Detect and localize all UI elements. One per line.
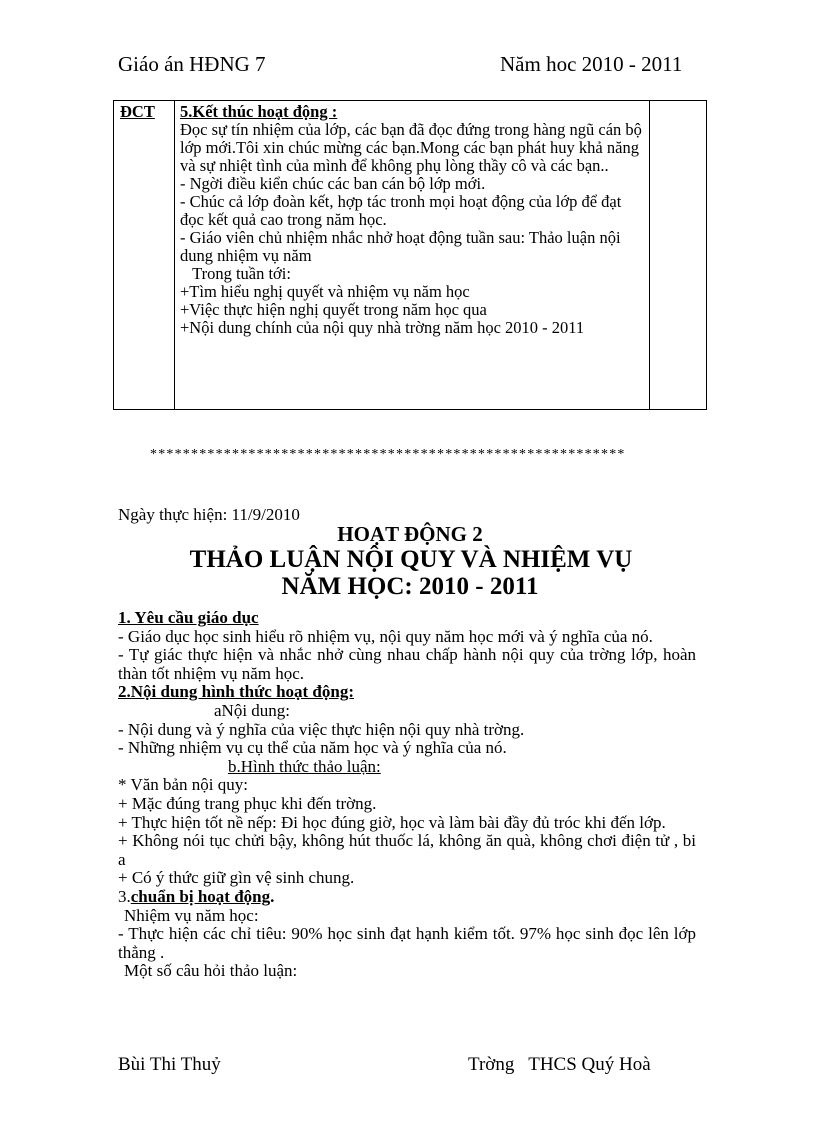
activity-table: [113, 100, 707, 410]
table-line: Đọc sự tín nhiệm của lớp, các bạn đã đọc đứng trong hàng ngũ cán bộ lớp mới.Tôi xin chúc mừng các bạn.Mong các bạn phát huy khả năng và sự nhiệt tình của mình để không phụ lòng thầy cô và các bạn..: [180, 120, 642, 175]
paragraph: - Nội dung và ý nghĩa của việc thực hiện nội quy nhà trờng.: [118, 719, 525, 739]
paragraph: - Những nhiệm vụ cụ thể của năm học và ý nghĩa của nó.: [118, 738, 507, 758]
paragraph: * Văn bản nội quy:: [118, 775, 249, 795]
paragraph: - Thực hiện các chỉ tiêu: 90% học sinh đạt hạnh kiểm tốt. 97% học sinh đọc lên lớp thẳng .: [118, 924, 696, 962]
title-line-2: THẢO LUẬN NỘI QUY VÀ NHIỆM VỤ: [189, 546, 633, 573]
table-line: +Việc thực hiện nghị quyết trong năm học qua: [180, 300, 487, 319]
paragraph: Một số câu hỏi thảo luận:: [124, 961, 298, 981]
table-line: +Nội dung chính của nội quy nhà trờng năm học 2010 - 2011: [180, 318, 585, 337]
date-line: Ngày thực hiện: 11/9/2010: [118, 505, 300, 524]
paragraph: - Giáo dục học sinh hiểu rõ nhiệm vụ, nội quy năm học mới và ý nghĩa của nó.: [118, 626, 653, 646]
paragraph: - Tự giác thực hiện và nhắc nhở cùng nhau chấp hành nội quy của trờng lớp, hoàn thàn tốt nhiệm vụ năm học.: [118, 645, 696, 683]
subsection-b: b.Hình thức thảo luận:: [228, 756, 381, 776]
section-3-title: [118, 888, 696, 907]
table-line: - Ngời điều kiển chúc các ban cán bộ lớp mới.: [180, 174, 486, 193]
table-line: - Chúc cả lớp đoàn kết, hợp tác tronh mọi hoạt động của lớp để đạt đọc kết quả cao trong năm học.: [180, 192, 622, 229]
section-3-label: chuẩn bị hoạt động: [130, 886, 271, 906]
title-line-3: NĂM HỌC: 2010 - 2011: [281, 573, 539, 600]
section-1-title: 1. Yêu cầu giáo dục: [118, 608, 259, 627]
paragraph: Nhiệm vụ năm học:: [124, 905, 259, 925]
table-row: [114, 101, 707, 410]
footer-right: Trờng THCS Quý Hoà: [468, 1054, 651, 1075]
header-right: Năm hoc 2010 - 2011: [500, 52, 683, 76]
table-line: Trong tuần tới:: [180, 264, 291, 283]
table-line: - Giáo viên chủ nhiệm nhắc nhở hoạt động tuần sau: Thảo luận nội dung nhiệm vụ năm: [180, 228, 621, 265]
section-2-title: 2.Nội dung hình thức hoạt động:: [118, 682, 354, 702]
document-body: [118, 609, 696, 981]
separator: **********************************************************: [150, 447, 626, 462]
subsection-a: aNội dung:: [214, 700, 291, 720]
footer-left: Bùi Thi Thuỷ: [118, 1054, 221, 1075]
title-line-1: HOẠT ĐỘNG 2: [337, 522, 483, 546]
table-cell-label: ĐCT: [114, 101, 175, 410]
table-section-title: 5.Kết thúc hoạt động :: [180, 102, 338, 121]
table-cell-content: [175, 101, 650, 410]
paragraph: + Không nói tục chửi bậy, không hút thuốc lá, không ăn quà, không chơi điện tử , bi a: [118, 831, 696, 869]
header-left: Giáo án HĐNG 7: [118, 52, 266, 76]
section-3-dot: .: [270, 886, 275, 906]
paragraph: + Có ý thức giữ gìn vệ sinh chung.: [118, 868, 355, 888]
section-3-number: 3.: [118, 886, 131, 906]
paragraph: + Thực hiện tốt nề nếp: Đi học đúng giờ, học và làm bài đầy đủ tróc khi đến lớp.: [118, 812, 666, 832]
paragraph: + Mặc đúng trang phục khi đến trờng.: [118, 793, 377, 813]
table-cell-empty: [650, 101, 707, 410]
table-line: +Tìm hiểu nghị quyết và nhiệm vụ năm học: [180, 282, 470, 301]
